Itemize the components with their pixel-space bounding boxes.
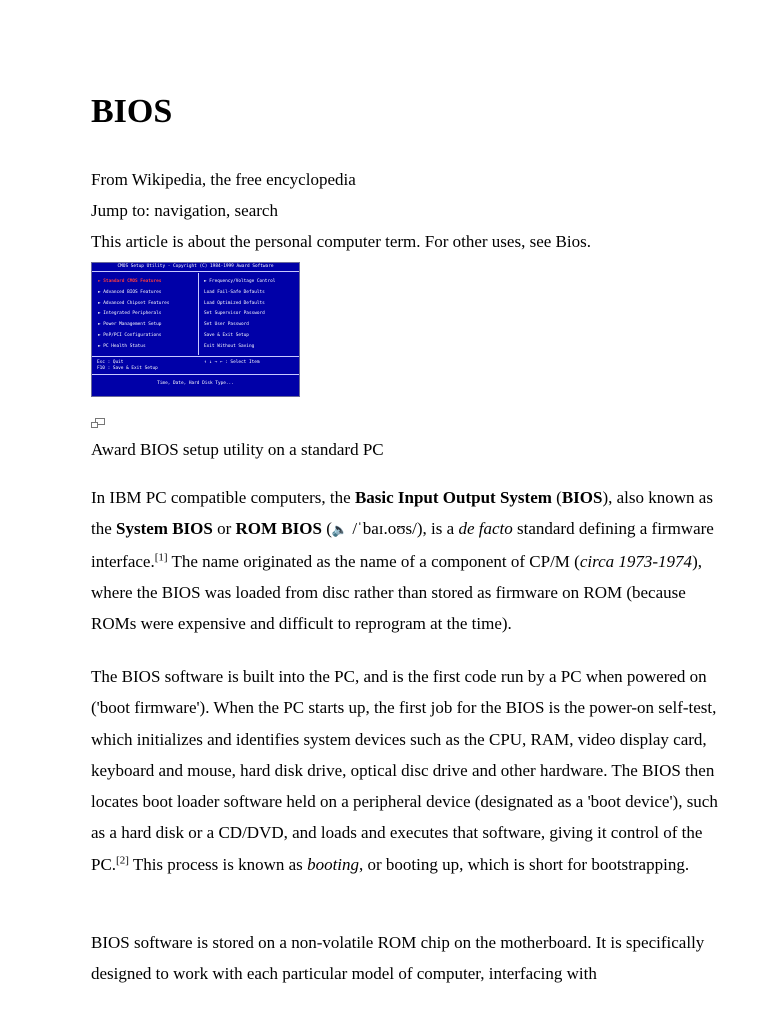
bios-menu-item: Exit Without Saving [204,343,255,349]
text-run: This process is known as [128,854,308,874]
paragraph-boot [91,661,731,880]
bios-menu-item: Set User Password [204,322,249,328]
text-run: ( [551,488,562,507]
bios-footer-save: F10 : Save & Exit Setup [97,366,158,371]
bios-menu-item: Set Supervisor Password [204,311,265,317]
text-run: standard defining a firmware interface. [91,519,714,571]
text-run: The BIOS software is built into the PC, and is the first code run by a PC when powered on ('boot firmware'). When the PC starts up, the first job for the BIOS is the power-on self-test, which initializes and identifies system devices such as the CPU, RAM, video display card, keyboard and mouse, hard disk drive, optical disc drive and other hardware. The BIOS then locates boot loader software held on a peripheral device (designated as a 'boot device'), such as a hard disk or a CD/DVD, and loads and executes that software, giving it control of the PC. [91,667,718,874]
jump-to-links[interactable]: Jump to: navigation, search [91,201,278,220]
paragraph-intro [91,482,731,639]
bold-term: ROM BIOS [235,519,322,539]
bios-menu-item: ► Standard CMOS Features [98,279,162,284]
bios-footer-quit: Esc : Quit [97,360,124,365]
text-run: In IBM PC compatible computers, the [91,488,355,507]
page-title: BIOS [91,93,173,130]
speaker-icon[interactable]: 🔈 [331,522,349,538]
pronunciation: /ˈbaɪ.oʊs/), is a [348,519,459,539]
text-run: , or booting up, which is short for bootstrapping. [359,854,690,874]
enlarge-icon[interactable] [91,418,105,428]
site-subtitle: From Wikipedia, the free encyclopedia [91,170,356,189]
text-run: or [212,519,236,539]
italic-term: booting [307,854,360,874]
citation-link[interactable]: [1] [154,550,168,563]
italic-term: circa 1973-1974 [579,551,693,571]
text-run: ), also known as the [91,488,713,539]
bios-right-menu [204,277,275,353]
bios-menu-item: Load Fail-Safe Defaults [204,289,265,295]
paragraph-storage [91,927,731,990]
citation-link[interactable]: [2] [116,854,129,867]
bios-left-menu [98,277,169,353]
bios-divider [92,374,299,375]
italic-term: de facto [458,519,513,539]
bios-menu-item: Save & Exit Setup [204,332,249,338]
bios-menu-item: ► Power Management Setup [98,322,162,328]
text-run: ), where the BIOS was loaded from disc rather than stored as firmware on ROM (because ROMs were expensive and difficult to reprogram at the time). [91,551,702,634]
figure-caption: Award BIOS setup utility on a standard PC [91,440,384,459]
text-run: BIOS software is stored on a non-volatile ROM chip on the motherboard. It is specifically designed to work with each particular model of computer, interfacing with [91,933,705,984]
hatnote: This article is about the personal computer term. For other uses, see Bios. [91,232,591,251]
text-run: The name originated as the name of a component of CP/M ( [167,551,580,571]
bios-footer-select: ↑ ↓ → ← : Select Item [204,360,260,365]
bold-term: Basic Input Output System [354,488,552,507]
bios-menu-item: ► PC Health Status [98,343,146,349]
bios-menu-item: ► Frequency/Voltage Control [204,279,276,284]
bios-menu-item: ► Integrated Peripherals [98,311,162,317]
bios-menu-item: Load Optimized Defaults [204,300,265,306]
bios-column-divider [198,273,199,355]
bios-status-line: Time, Date, Hard Disk Type... [157,381,234,386]
bios-menu-item: ► Advanced BIOS Features [98,289,162,295]
text-run: ( [321,519,332,539]
bios-menu-item: ► PnP/PCI Configurations [98,332,162,338]
bold-term: System BIOS [116,519,213,539]
bios-divider [92,356,299,357]
bios-setup-screenshot[interactable] [91,262,300,397]
bios-menu-item: ► Advanced Chipset Features [98,300,170,306]
bios-header: CMOS Setup Utility - Copyright (C) 1984-1999 Award Software [92,263,299,272]
bold-term: BIOS [561,488,603,507]
